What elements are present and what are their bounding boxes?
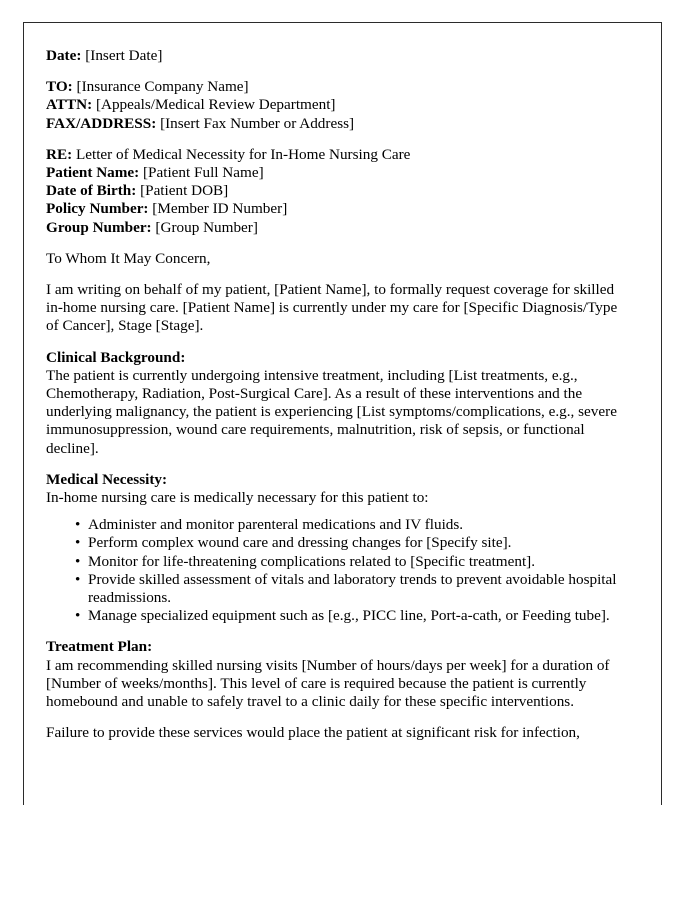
section-body-treatment-plan: I am recommending skilled nursing visits [Number of hours/days per week] for a duration of [Number of weeks/months]. This level of care is required because the patient is currently homebound and unable to safely travel to a clinic daily for these specific interventions. <box>46 656 610 711</box>
spacer <box>46 625 628 638</box>
patient-name-label: Patient Name: <box>46 164 140 182</box>
group-number-value: [Group Number] <box>155 218 258 236</box>
list-item: • Monitor for life-threatening complications related to [Specific treatment]. <box>46 553 628 571</box>
recipient-to-line <box>46 78 628 96</box>
policy-number-line <box>46 200 628 218</box>
document-page <box>23 22 662 805</box>
patient-name-value: [Patient Full Name] <box>143 164 264 182</box>
recipient-attn-line <box>46 96 628 114</box>
subject-re-label: RE: <box>46 145 73 163</box>
spacer <box>46 336 628 349</box>
subject-re-line <box>46 146 628 164</box>
spacer <box>46 237 628 250</box>
list-item: • Administer and monitor parenteral medications and IV fluids. <box>46 516 628 534</box>
date-label: Date: <box>46 47 82 64</box>
patient-name-line <box>46 164 628 182</box>
group-number-line <box>46 219 628 237</box>
list-item: • Manage specialized equipment such as [e.g., PICC line, Port-a-cath, or Feeding tube]. <box>46 607 628 625</box>
recipient-attn-value: [Appeals/Medical Review Department] <box>95 96 336 114</box>
subject-block <box>46 146 628 237</box>
section-treatment-plan <box>46 638 628 711</box>
spacer <box>46 268 628 281</box>
recipient-attn-label: ATTN: <box>46 96 93 114</box>
policy-number-value: [Member ID Number] <box>152 200 288 218</box>
group-number-label: Group Number: <box>46 218 152 236</box>
list-item: • Provide skilled assessment of vitals and laboratory trends to prevent avoidable hospital readmissions. <box>46 571 628 607</box>
spacer <box>46 133 628 146</box>
spacer <box>46 458 628 471</box>
patient-dob-label: Date of Birth: <box>46 182 137 200</box>
spacer <box>46 507 628 516</box>
recipient-fax-label: FAX/ADDRESS: <box>46 114 157 132</box>
document-body <box>46 47 628 743</box>
recipient-block <box>46 78 628 133</box>
section-heading-clinical-background: Clinical Background: <box>46 348 186 366</box>
spacer <box>46 711 628 724</box>
section-body-clinical-background: The patient is currently undergoing intensive treatment, including [List treatments, e.g., Chemotherapy, Radiation, Post-Surgical Care]. As a result of these interventions and the underlying malignancy, the patient is experiencing [List symptoms/complications, e.g., severe immunosuppression, wound care requirements, malnutrition, risk of sepsis, or functional decline]. <box>46 366 617 457</box>
section-medical-necessity <box>46 471 628 626</box>
recipient-to-value: [Insurance Company Name] <box>76 78 249 96</box>
subject-re-value: Letter of Medical Necessity for In-Home Nursing Care <box>75 145 411 163</box>
patient-dob-value: [Patient DOB] <box>140 182 229 200</box>
salutation: To Whom It May Concern, <box>46 249 211 267</box>
patient-dob-line <box>46 182 628 200</box>
date-line <box>46 47 628 65</box>
closing-paragraph: Failure to provide these services would place the patient at significant risk for infection, <box>46 724 580 742</box>
recipient-to-label: TO: <box>46 78 73 96</box>
date-value: [Insert Date] <box>85 47 163 64</box>
section-heading-medical-necessity: Medical Necessity: <box>46 470 168 488</box>
section-body-medical-necessity: In-home nursing care is medically necessary for this patient to: <box>46 489 429 507</box>
section-heading-treatment-plan: Treatment Plan: <box>46 638 153 656</box>
recipient-fax-line <box>46 115 628 133</box>
opening-paragraph: I am writing on behalf of my patient, [Patient Name], to formally request coverage for skilled in-home nursing care. [Patient Name] is currently under my care for [Specific Diagnosis/Type of Cancer], Stage [Stage]. <box>46 281 618 335</box>
spacer <box>46 65 628 78</box>
policy-number-label: Policy Number: <box>46 200 149 218</box>
medical-necessity-bullet-list <box>46 516 628 625</box>
list-item: • Perform complex wound care and dressing changes for [Specify site]. <box>46 534 628 552</box>
section-clinical-background <box>46 349 628 458</box>
recipient-fax-value: [Insert Fax Number or Address] <box>160 114 355 132</box>
